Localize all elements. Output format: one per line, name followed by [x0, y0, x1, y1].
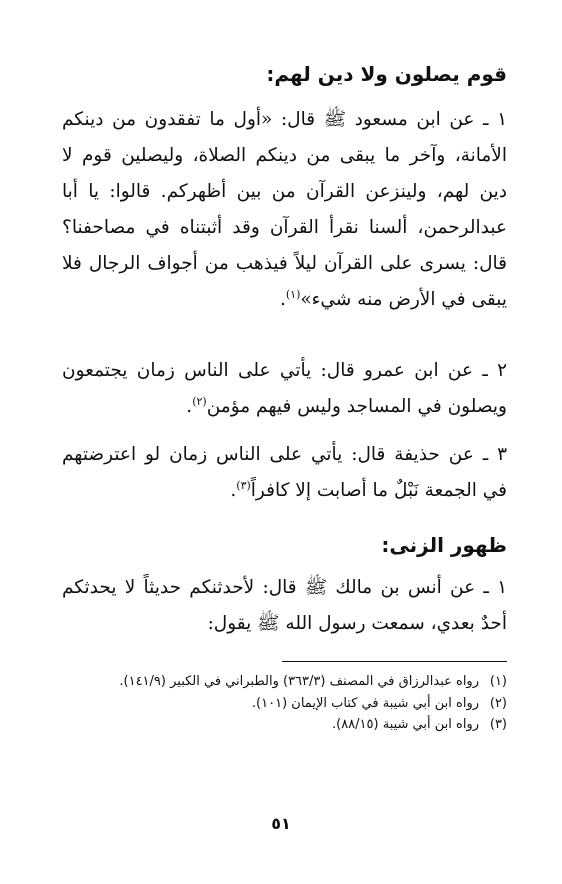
hadith-paragraph-2 — [62, 353, 507, 425]
sentence-end: . — [186, 396, 193, 417]
footnote-text: رواه عبدالرزاق في المصنف (٣٦٣/٣) والطبراني في الكبير (١٤١/٩). — [119, 674, 479, 689]
sentence-end: . — [230, 480, 237, 501]
sentence-end: . — [279, 289, 286, 310]
hadith-paragraph-1 — [62, 102, 507, 318]
hadith-text: ٢ ـ عن ابن عمرو قال: يأتي على الناس زمان يجتمعون ويصلون في المساجد وليس فيهم مؤمن — [62, 360, 507, 417]
hadith-paragraph-3 — [62, 437, 507, 509]
footnote-ref: (٣) — [236, 478, 251, 492]
footnote-text: رواه ابن أبي شيبة في كتاب الإيمان (١٠١). — [251, 695, 479, 711]
footnote-1 — [60, 671, 507, 693]
section-heading-spread-of-zina: ظهور الزنى: — [381, 533, 507, 557]
footnote-ref: (٢) — [192, 394, 207, 408]
hadith-text: ٣ ـ عن حذيفة قال: يأتي على الناس زمان لو اعترضتهم في الجمعة نَبْلٌ ما أصابت إلا كافراً — [62, 444, 507, 501]
footnote-number: (٢) — [489, 695, 507, 711]
footnote-text: رواه ابن أبي شيبة (٨٨/١٥). — [331, 717, 479, 732]
footnote-ref: (١) — [285, 287, 301, 301]
footnotes — [60, 671, 507, 736]
footnote-number: (١) — [489, 674, 507, 689]
hadith-text: ١ ـ عن ابن مسعود ﷺ قال: «أول ما تفقدون من دينكم الأمانة، وآخر ما يبقى من دينكم الصلاة، وليصلين قوم لا دين لهم، ولينزعن القرآن من بين أظهركم. قالوا: يا أبا عبدالرحمن، ألسنا نقرأ القرآن وقد أثبتناه في مصاحفنا؟ قال: يسرى على القرآن ليلاً فيذهب من أجواف الرجال فلا يبقى في الأرض منه شيء» — [62, 109, 507, 310]
footnote-number: (٣) — [489, 717, 507, 732]
footnote-3 — [60, 714, 507, 736]
hadith-paragraph-4 — [62, 570, 507, 642]
page-number: ٥١ — [271, 814, 291, 833]
section-heading-praying-without-religion: قوم يصلون ولا دين لهم: — [266, 62, 507, 86]
hadith-text: ١ ـ عن أنس بن مالك ﷺ قال: لأحدثنكم حديثاً لا يحدثكم أحدٌ بعدي، سمعت رسول الله ﷺ يقول: — [62, 577, 507, 634]
footnote-2 — [60, 693, 507, 715]
footnote-divider — [282, 661, 507, 662]
